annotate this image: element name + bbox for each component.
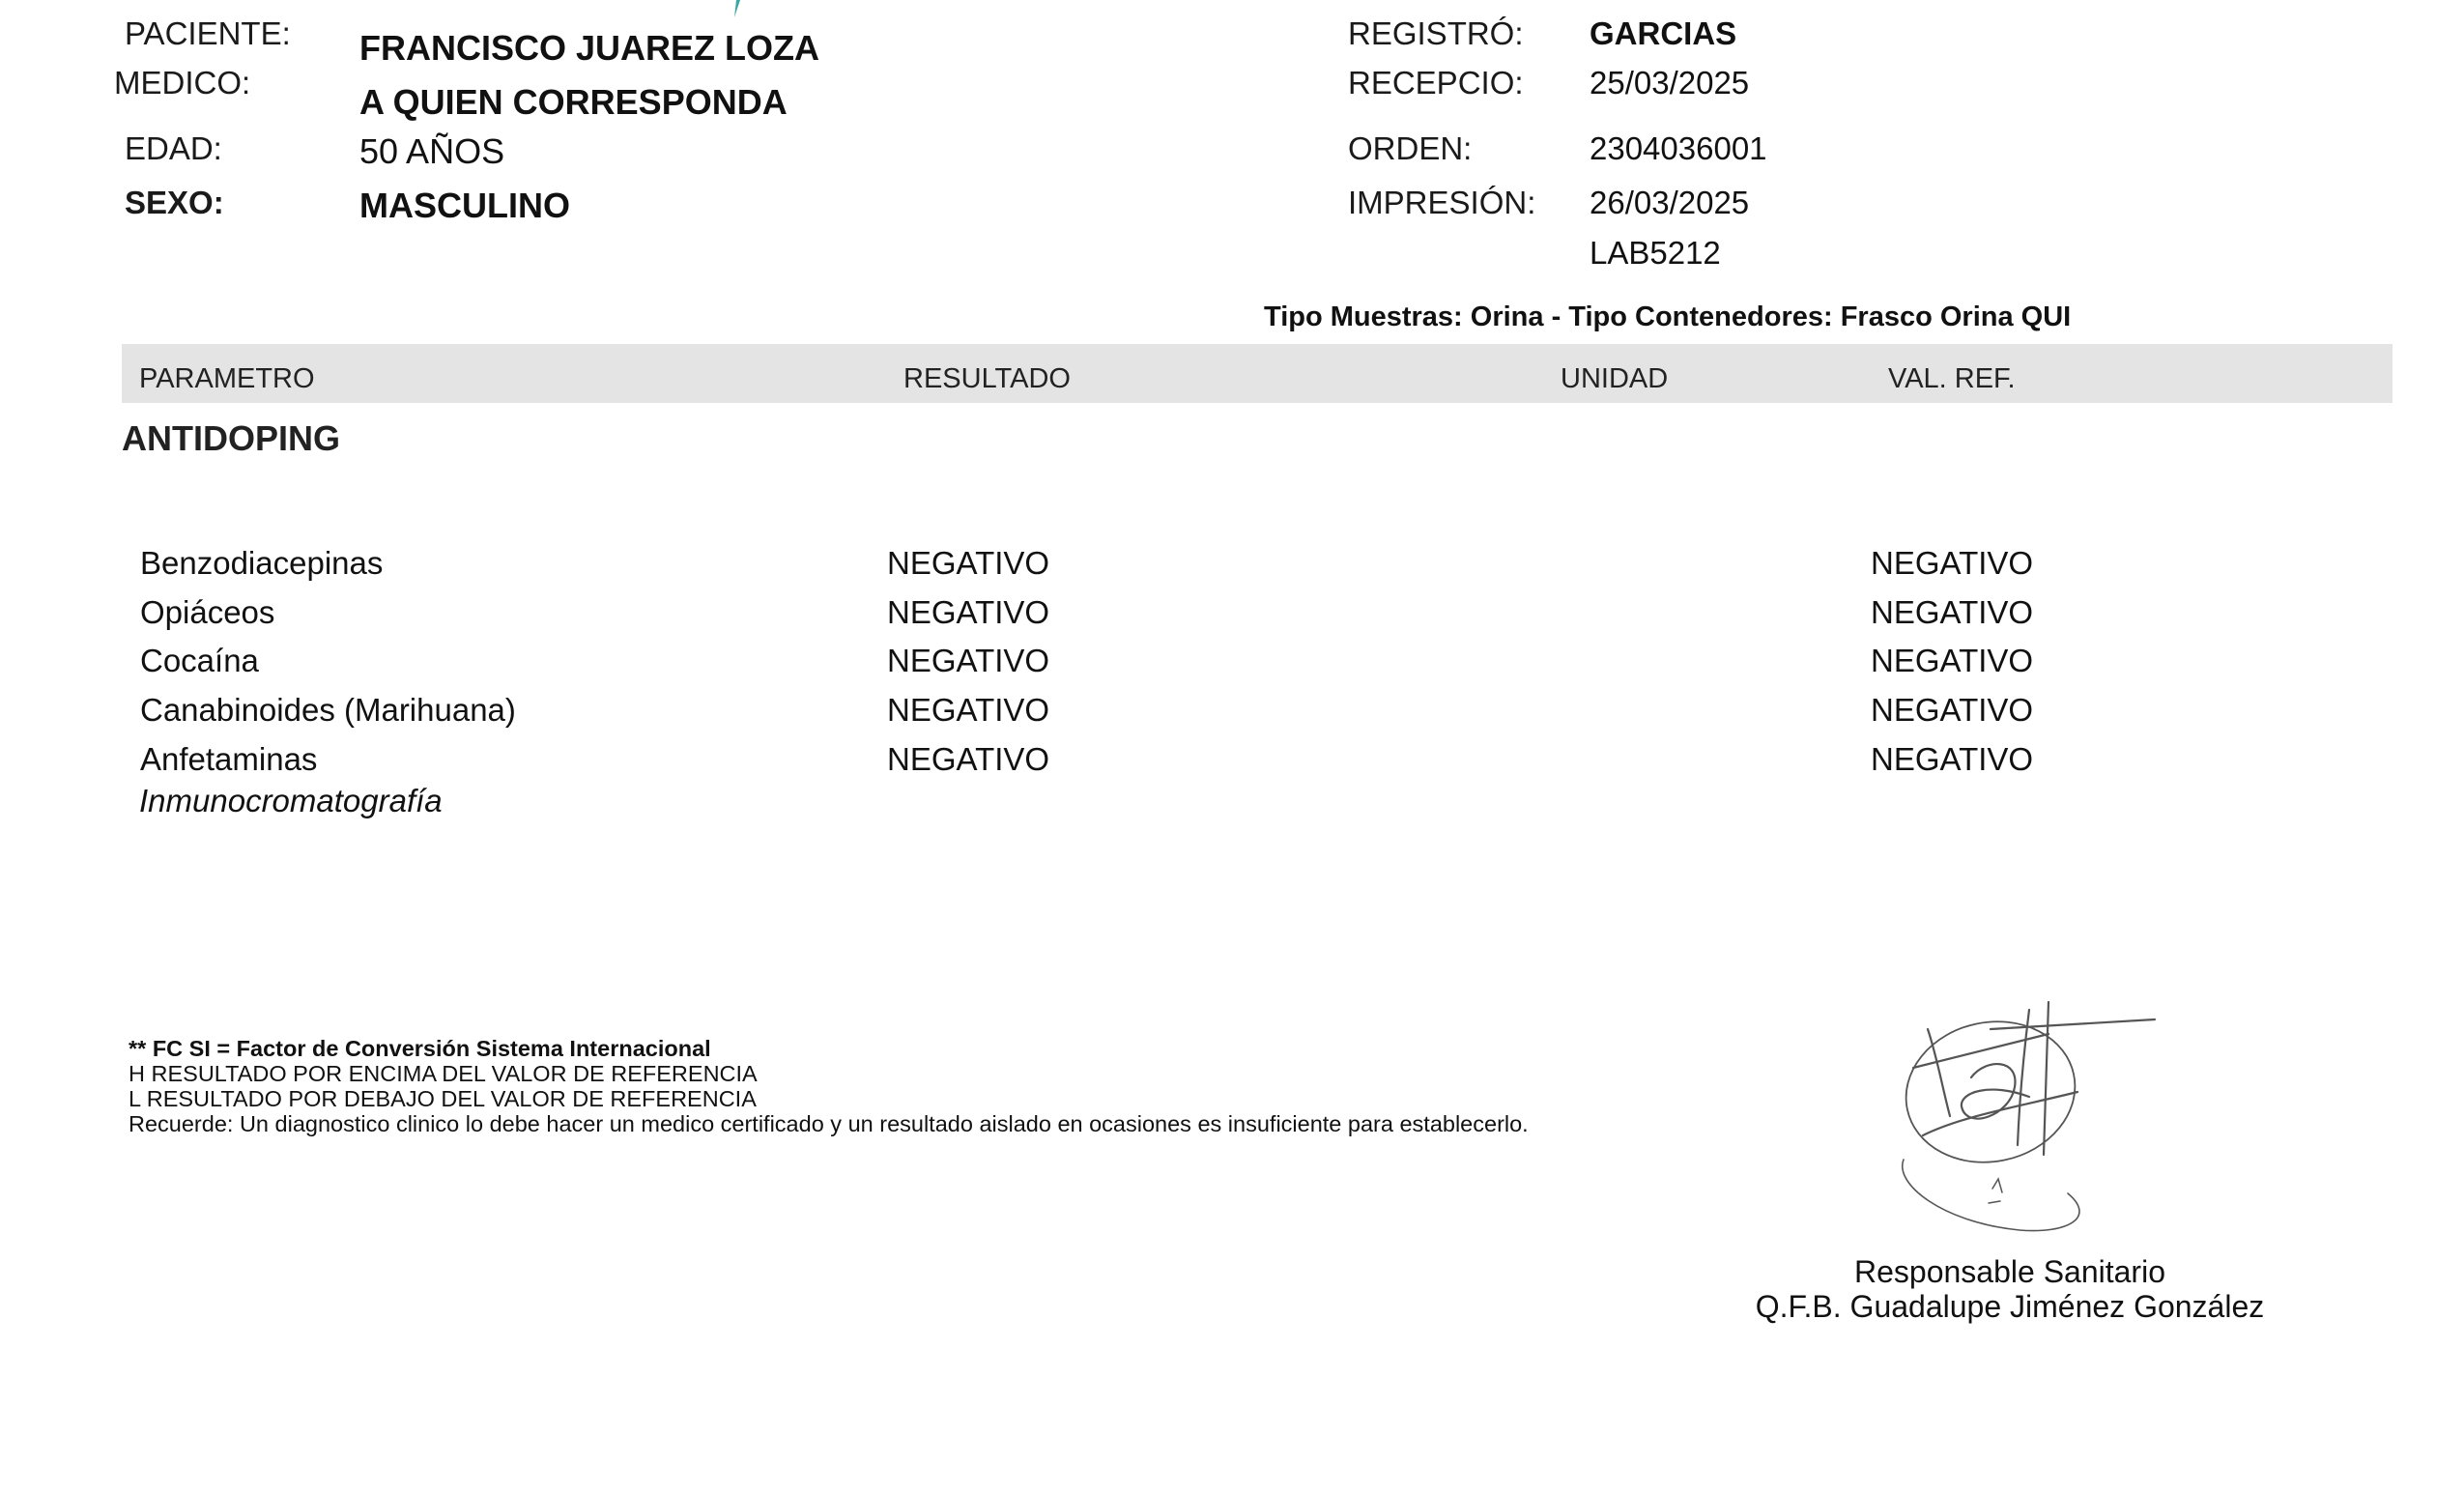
recepcio-value: 25/03/2025 xyxy=(1590,65,1750,100)
row-parametro: Cocaína xyxy=(140,643,259,678)
signature-role: Responsable Sanitario xyxy=(1854,1254,2165,1289)
registro-value: GARCIAS xyxy=(1590,15,1737,51)
medico-value: A QUIEN CORRESPONDA xyxy=(359,82,788,122)
footer-notes xyxy=(129,1036,1529,1136)
signature-name: Q.F.B. Guadalupe Jiménez González xyxy=(1755,1289,2265,1324)
sexo-value: MASCULINO xyxy=(359,186,570,225)
row-parametro: Benzodiacepinas xyxy=(140,545,384,581)
recepcio-label: RECEPCIO: xyxy=(1348,65,1524,100)
row-val-ref: NEGATIVO xyxy=(1871,741,2034,777)
header-val-ref: VAL. REF. xyxy=(1888,363,2016,394)
sample-info: Tipo Muestras: Orina - Tipo Contenedores: Frasco Orina QUI xyxy=(1264,301,2072,332)
table-row xyxy=(0,545,2464,593)
orden-label: ORDEN: xyxy=(1348,130,1473,166)
row-resultado: NEGATIVO xyxy=(887,594,1050,630)
sexo-label: SEXO: xyxy=(125,185,224,220)
header-parametro: PARAMETRO xyxy=(139,363,315,394)
paciente-value: FRANCISCO JUAREZ LOZA xyxy=(359,28,819,68)
signature-image xyxy=(1875,990,2164,1232)
row-resultado: NEGATIVO xyxy=(887,545,1050,581)
row-resultado: NEGATIVO xyxy=(887,741,1050,777)
row-resultado: NEGATIVO xyxy=(887,692,1050,728)
method-note: Inmunocromatografía xyxy=(139,783,443,818)
table-row xyxy=(0,594,2464,643)
impresion-value: 26/03/2025 xyxy=(1590,185,1750,220)
row-parametro: Opiáceos xyxy=(140,594,275,630)
notes-h: H RESULTADO POR ENCIMA DEL VALOR DE REFERENCIA xyxy=(129,1061,758,1086)
row-val-ref: NEGATIVO xyxy=(1871,643,2034,678)
medico-label: MEDICO: xyxy=(114,65,251,100)
table-row xyxy=(0,643,2464,691)
row-val-ref: NEGATIVO xyxy=(1871,545,2034,581)
row-resultado: NEGATIVO xyxy=(887,643,1050,678)
logo-fragment-icon xyxy=(727,0,742,17)
registro-label: REGISTRÓ: xyxy=(1348,15,1524,51)
table-row xyxy=(0,692,2464,740)
row-val-ref: NEGATIVO xyxy=(1871,692,2034,728)
impresion-label: IMPRESIÓN: xyxy=(1348,185,1536,220)
table-header xyxy=(122,344,2392,403)
row-val-ref: NEGATIVO xyxy=(1871,594,2034,630)
paciente-label: PACIENTE: xyxy=(125,15,291,51)
edad-value: 50 AÑOS xyxy=(359,131,505,171)
notes-l: L RESULTADO POR DEBAJO DEL VALOR DE REFERENCIA xyxy=(129,1086,757,1111)
edad-label: EDAD: xyxy=(125,130,222,166)
orden-value: 2304036001 xyxy=(1590,130,1767,166)
row-parametro: Canabinoides (Marihuana) xyxy=(140,692,516,728)
row-parametro: Anfetaminas xyxy=(140,741,318,777)
notes-reminder: Recuerde: Un diagnostico clinico lo debe hacer un medico certificado y un resultado aislado en ocasiones es insuficiente para establecerlo. xyxy=(129,1111,1529,1136)
header-unidad: UNIDAD xyxy=(1561,363,1669,394)
header-resultado: RESULTADO xyxy=(903,363,1071,394)
notes-title: ** FC SI = Factor de Conversión Sistema Internacional xyxy=(129,1036,711,1061)
lab-code: LAB5212 xyxy=(1590,235,1721,271)
section-title: ANTIDOPING xyxy=(122,418,341,458)
